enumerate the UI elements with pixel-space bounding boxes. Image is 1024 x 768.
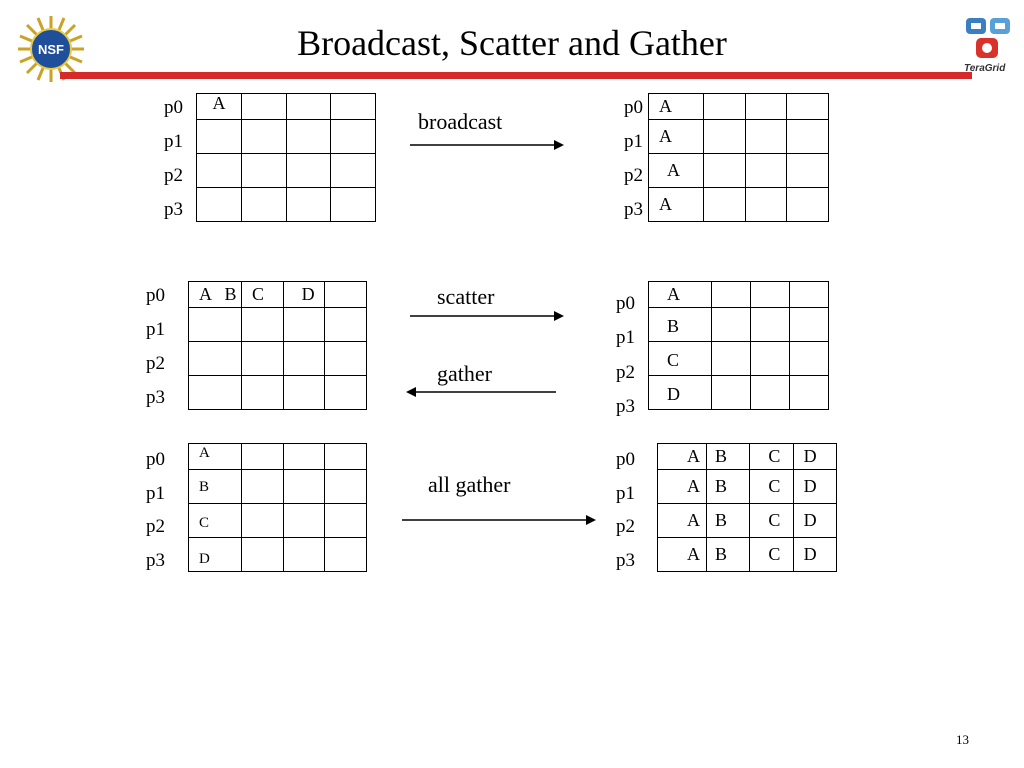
grid-cell bbox=[751, 342, 790, 376]
grid-cell bbox=[242, 188, 287, 222]
grid-cell bbox=[790, 342, 829, 376]
grid-cell: A B bbox=[189, 282, 242, 308]
grid-cell bbox=[790, 376, 829, 410]
grid-cell bbox=[283, 376, 325, 410]
proc-label: p2 bbox=[616, 516, 635, 537]
scatter-after-grid bbox=[648, 281, 829, 410]
grid-cell: C bbox=[242, 282, 284, 308]
grid-cell bbox=[242, 504, 284, 538]
grid-cell bbox=[242, 376, 284, 410]
proc-label: p1 bbox=[624, 131, 643, 152]
allgather-after-grid bbox=[657, 443, 837, 572]
left-arrow-icon bbox=[404, 385, 560, 399]
grid-cell bbox=[751, 282, 790, 308]
broadcast-after-grid bbox=[648, 93, 829, 222]
grid-cell bbox=[704, 94, 746, 120]
grid-cell: D bbox=[649, 376, 712, 410]
grid-cell bbox=[704, 120, 746, 154]
teragrid-logo-text: TeraGrid bbox=[964, 63, 1006, 74]
allgather-before-grid bbox=[188, 443, 367, 572]
grid-cell bbox=[790, 282, 829, 308]
grid-cell bbox=[787, 154, 829, 188]
grid-cell bbox=[712, 376, 751, 410]
right-arrow-icon bbox=[400, 513, 600, 527]
grid-cell bbox=[787, 94, 829, 120]
grid-cell bbox=[712, 308, 751, 342]
grid-cell bbox=[745, 154, 787, 188]
grid-cell bbox=[325, 342, 367, 376]
right-arrow-icon bbox=[408, 138, 568, 152]
grid-cell bbox=[242, 342, 284, 376]
proc-label: p0 bbox=[616, 293, 635, 314]
grid-cell: C bbox=[750, 444, 793, 470]
grid-cell: B bbox=[649, 308, 712, 342]
proc-label: p3 bbox=[146, 550, 165, 571]
proc-label: p0 bbox=[164, 97, 183, 118]
grid-cell bbox=[331, 154, 376, 188]
proc-label: p3 bbox=[624, 199, 643, 220]
grid-cell: C bbox=[649, 342, 712, 376]
grid-cell: B bbox=[189, 470, 242, 504]
grid-cell: D bbox=[793, 538, 836, 572]
grid-cell bbox=[286, 94, 331, 120]
grid-cell bbox=[325, 444, 367, 470]
grid-cell: D bbox=[793, 444, 836, 470]
grid-cell bbox=[787, 188, 829, 222]
grid-cell bbox=[189, 342, 242, 376]
grid-cell bbox=[197, 154, 242, 188]
proc-label: p2 bbox=[146, 353, 165, 374]
grid-cell bbox=[704, 188, 746, 222]
proc-label: p3 bbox=[164, 199, 183, 220]
right-arrow-icon bbox=[408, 309, 568, 323]
grid-cell bbox=[242, 538, 284, 572]
grid-cell: A bbox=[649, 94, 704, 120]
scatter-before-grid bbox=[188, 281, 367, 410]
grid-cell bbox=[745, 188, 787, 222]
grid-cell bbox=[712, 342, 751, 376]
scatter-label: scatter bbox=[437, 284, 495, 309]
grid-cell bbox=[283, 342, 325, 376]
grid-cell bbox=[704, 154, 746, 188]
grid-cell bbox=[331, 94, 376, 120]
grid-cell bbox=[242, 120, 287, 154]
grid-cell bbox=[325, 504, 367, 538]
grid-cell: B bbox=[707, 538, 750, 572]
grid-cell bbox=[751, 376, 790, 410]
grid-cell bbox=[325, 308, 367, 342]
proc-label: p2 bbox=[616, 362, 635, 383]
grid-cell bbox=[787, 120, 829, 154]
grid-cell: D bbox=[793, 470, 836, 504]
grid-cell: C bbox=[750, 470, 793, 504]
grid-cell: A bbox=[658, 538, 707, 572]
proc-label: p1 bbox=[146, 483, 165, 504]
proc-label: p3 bbox=[616, 396, 635, 417]
grid-cell: B bbox=[707, 444, 750, 470]
proc-label: p2 bbox=[624, 165, 643, 186]
grid-cell: D bbox=[283, 282, 325, 308]
grid-cell bbox=[325, 538, 367, 572]
grid-cell bbox=[283, 308, 325, 342]
grid-cell: A bbox=[658, 470, 707, 504]
grid-cell: C bbox=[189, 504, 242, 538]
title-underline-bar bbox=[60, 72, 972, 79]
grid-cell bbox=[325, 376, 367, 410]
grid-cell bbox=[197, 188, 242, 222]
grid-cell bbox=[331, 188, 376, 222]
proc-label: p1 bbox=[146, 319, 165, 340]
grid-cell: A bbox=[649, 154, 704, 188]
grid-cell: B bbox=[707, 504, 750, 538]
slide-title: Broadcast, Scatter and Gather bbox=[297, 23, 727, 63]
grid-cell bbox=[242, 444, 284, 470]
grid-cell: A bbox=[658, 444, 707, 470]
grid-cell: C bbox=[750, 504, 793, 538]
gather-label: gather bbox=[437, 361, 492, 386]
grid-cell: B bbox=[707, 470, 750, 504]
grid-cell bbox=[325, 282, 367, 308]
grid-cell bbox=[242, 308, 284, 342]
grid-cell bbox=[712, 282, 751, 308]
proc-label: p3 bbox=[616, 550, 635, 571]
proc-label: p2 bbox=[164, 165, 183, 186]
broadcast-before-grid bbox=[196, 93, 376, 222]
proc-label: p0 bbox=[616, 449, 635, 470]
grid-cell: A bbox=[649, 120, 704, 154]
proc-label: p2 bbox=[146, 516, 165, 537]
grid-cell bbox=[242, 154, 287, 188]
grid-cell bbox=[283, 504, 325, 538]
proc-label: p0 bbox=[146, 449, 165, 470]
grid-cell bbox=[790, 308, 829, 342]
proc-label: p0 bbox=[146, 285, 165, 306]
page-number: 13 bbox=[956, 732, 969, 747]
proc-label: p1 bbox=[616, 483, 635, 504]
grid-cell bbox=[331, 120, 376, 154]
grid-cell bbox=[286, 154, 331, 188]
proc-label: p1 bbox=[164, 131, 183, 152]
grid-cell: D bbox=[189, 538, 242, 572]
grid-cell bbox=[745, 120, 787, 154]
grid-cell bbox=[751, 308, 790, 342]
grid-cell: A bbox=[649, 282, 712, 308]
grid-cell bbox=[283, 470, 325, 504]
grid-cell bbox=[189, 376, 242, 410]
proc-label: p0 bbox=[624, 97, 643, 118]
proc-label: p3 bbox=[146, 387, 165, 408]
grid-cell bbox=[286, 188, 331, 222]
grid-cell bbox=[283, 538, 325, 572]
grid-cell bbox=[325, 470, 367, 504]
grid-cell: A bbox=[658, 504, 707, 538]
grid-cell bbox=[189, 308, 242, 342]
grid-cell bbox=[745, 94, 787, 120]
grid-cell: A bbox=[649, 188, 704, 222]
grid-cell bbox=[286, 120, 331, 154]
svg-text:NSF: NSF bbox=[38, 42, 64, 57]
broadcast-label: broadcast bbox=[418, 109, 503, 134]
grid-cell: A bbox=[189, 444, 242, 470]
grid-cell: A bbox=[197, 94, 242, 120]
grid-cell: C bbox=[750, 538, 793, 572]
all-gather-label: all gather bbox=[428, 472, 511, 497]
grid-cell bbox=[197, 120, 242, 154]
grid-cell bbox=[283, 444, 325, 470]
grid-cell: D bbox=[793, 504, 836, 538]
grid-cell bbox=[242, 94, 287, 120]
proc-label: p1 bbox=[616, 327, 635, 348]
grid-cell bbox=[242, 470, 284, 504]
